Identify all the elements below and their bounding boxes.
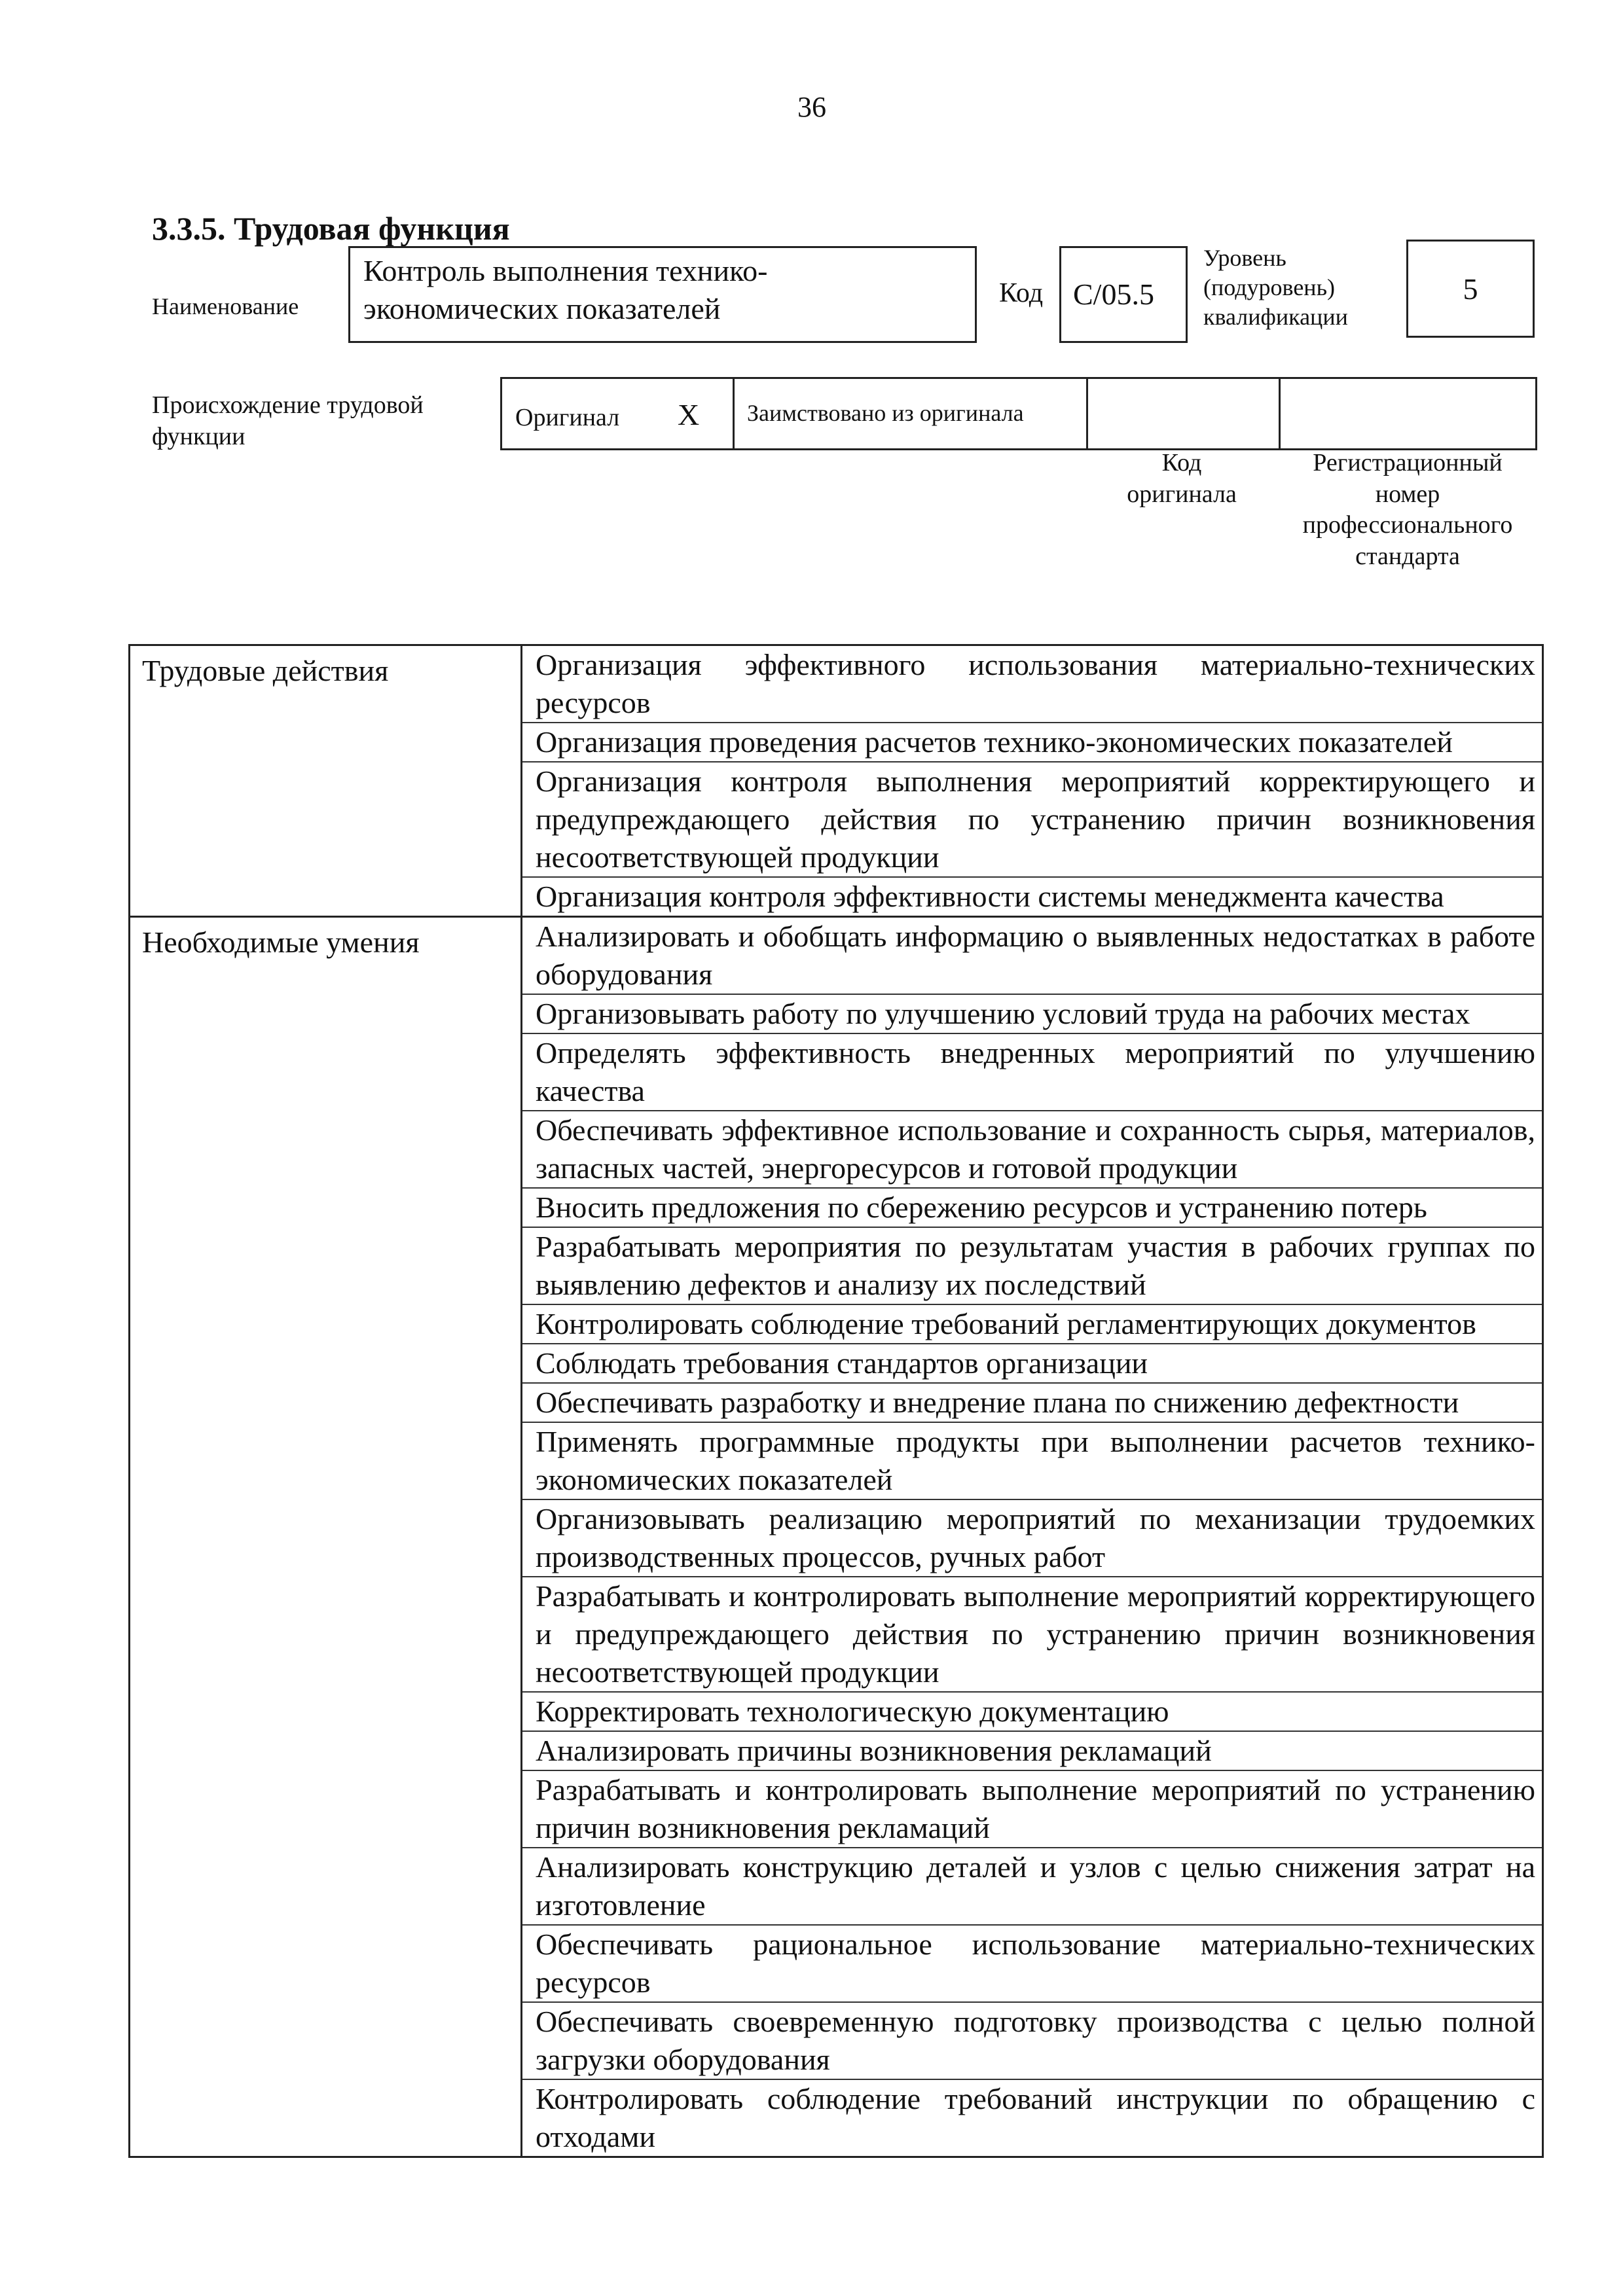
- list-item: Организация контроля выполнения мероприятий корректирующего и предупреждающего действия по устранению причин возникновения несоответствующей продукции: [522, 762, 1542, 878]
- list-item: Контролировать соблюдение требований регламентирующих документов: [522, 1305, 1542, 1344]
- function-name: Контроль выполнения технико-экономических показателей: [363, 254, 768, 325]
- level-label: Уровень (подуровень) квалификации: [1203, 245, 1348, 330]
- code-value: С/05.5: [1073, 278, 1154, 311]
- section-row-skills: [130, 917, 1543, 2157]
- list-item: Определять эффективность внедренных мероприятий по улучшению качества: [522, 1034, 1542, 1111]
- list-item: Организовывать работу по улучшению условий труда на рабочих местах: [522, 995, 1542, 1034]
- section-items-skills: [522, 917, 1543, 2157]
- origin-label: Происхождение трудовой функции: [152, 391, 424, 450]
- code-original-caption: Код оригинала: [1127, 449, 1237, 508]
- list-item: Соблюдать требования стандартов организации: [522, 1344, 1542, 1384]
- list-item: Организация контроля эффективности системы менеджмента качества: [536, 880, 1444, 913]
- list-item: Анализировать конструкцию деталей и узлов с целью снижения затрат на изготовление: [522, 1848, 1542, 1926]
- list-item: Обеспечивать разработку и внедрение плана по снижению дефектности: [522, 1384, 1542, 1423]
- borrowed-label: Заимствовано из оригинала: [747, 400, 1024, 426]
- code-label: Код: [999, 278, 1044, 308]
- section-items-actions: [522, 645, 1543, 917]
- name-label: Наименование: [152, 293, 299, 319]
- competency-table: [128, 644, 1544, 2158]
- original-label: Оригинал: [515, 404, 620, 431]
- list-item: Применять программные продукты при выполнении расчетов технико-экономических показателей: [522, 1423, 1542, 1500]
- original-mark: X: [678, 398, 700, 431]
- list-item: Организация проведения расчетов технико-экономических показателей: [522, 723, 1542, 762]
- list-item: Анализировать и обобщать информацию о выявленных недостатках в работе оборудования: [522, 918, 1542, 995]
- section-label-skills: Необходимые умения: [130, 917, 522, 2157]
- list-item: Обеспечивать своевременную подготовку производства с целью полной загрузки оборудования: [522, 2003, 1542, 2080]
- origin-divider-1: [733, 379, 735, 448]
- section-title: 3.3.5. Трудовая функция: [152, 210, 510, 247]
- list-item: Контролировать соблюдение требований инструкции по обращению с отходами: [536, 2082, 1535, 2153]
- section-label-actions: Трудовые действия: [130, 645, 522, 917]
- list-item: Организация эффективного использования материально-технических ресурсов: [522, 646, 1542, 723]
- list-item: Обеспечивать эффективное использование и сохранность сырья, материалов, запасных частей, энергоресурсов и готовой продукции: [522, 1111, 1542, 1189]
- list-item: Обеспечивать рациональное использование материально-технических ресурсов: [522, 1926, 1542, 2003]
- list-item: Разрабатывать мероприятия по результатам участия в рабочих группах по выявлению дефектов и анализу их последствий: [522, 1228, 1542, 1305]
- level-value: 5: [1463, 272, 1478, 306]
- page-number: 36: [797, 91, 826, 123]
- list-item: Организовывать реализацию мероприятий по механизации трудоемких производственных процессов, ручных работ: [522, 1500, 1542, 1577]
- origin-divider-2: [1086, 379, 1088, 448]
- reg-number-caption: Регистрационный номер профессионального стандарта: [1302, 449, 1513, 570]
- section-row-actions: [130, 645, 1543, 917]
- list-item: Вносить предложения по сбережению ресурсов и устранению потерь: [522, 1189, 1542, 1228]
- name-box: [348, 246, 977, 343]
- list-item: Корректировать технологическую документацию: [522, 1693, 1542, 1732]
- list-item: Разрабатывать и контролировать выполнение мероприятий корректирующего и предупреждающего действия по устранению причин возникновения несоответствующей продукции: [522, 1577, 1542, 1693]
- origin-divider-3: [1279, 379, 1281, 448]
- origin-box: [500, 377, 1537, 450]
- list-item: Разрабатывать и контролировать выполнение мероприятий по устранению причин возникновения рекламаций: [522, 1771, 1542, 1848]
- code-box: [1059, 246, 1188, 343]
- list-item: Анализировать причины возникновения рекламаций: [522, 1732, 1542, 1771]
- level-box: [1406, 240, 1535, 338]
